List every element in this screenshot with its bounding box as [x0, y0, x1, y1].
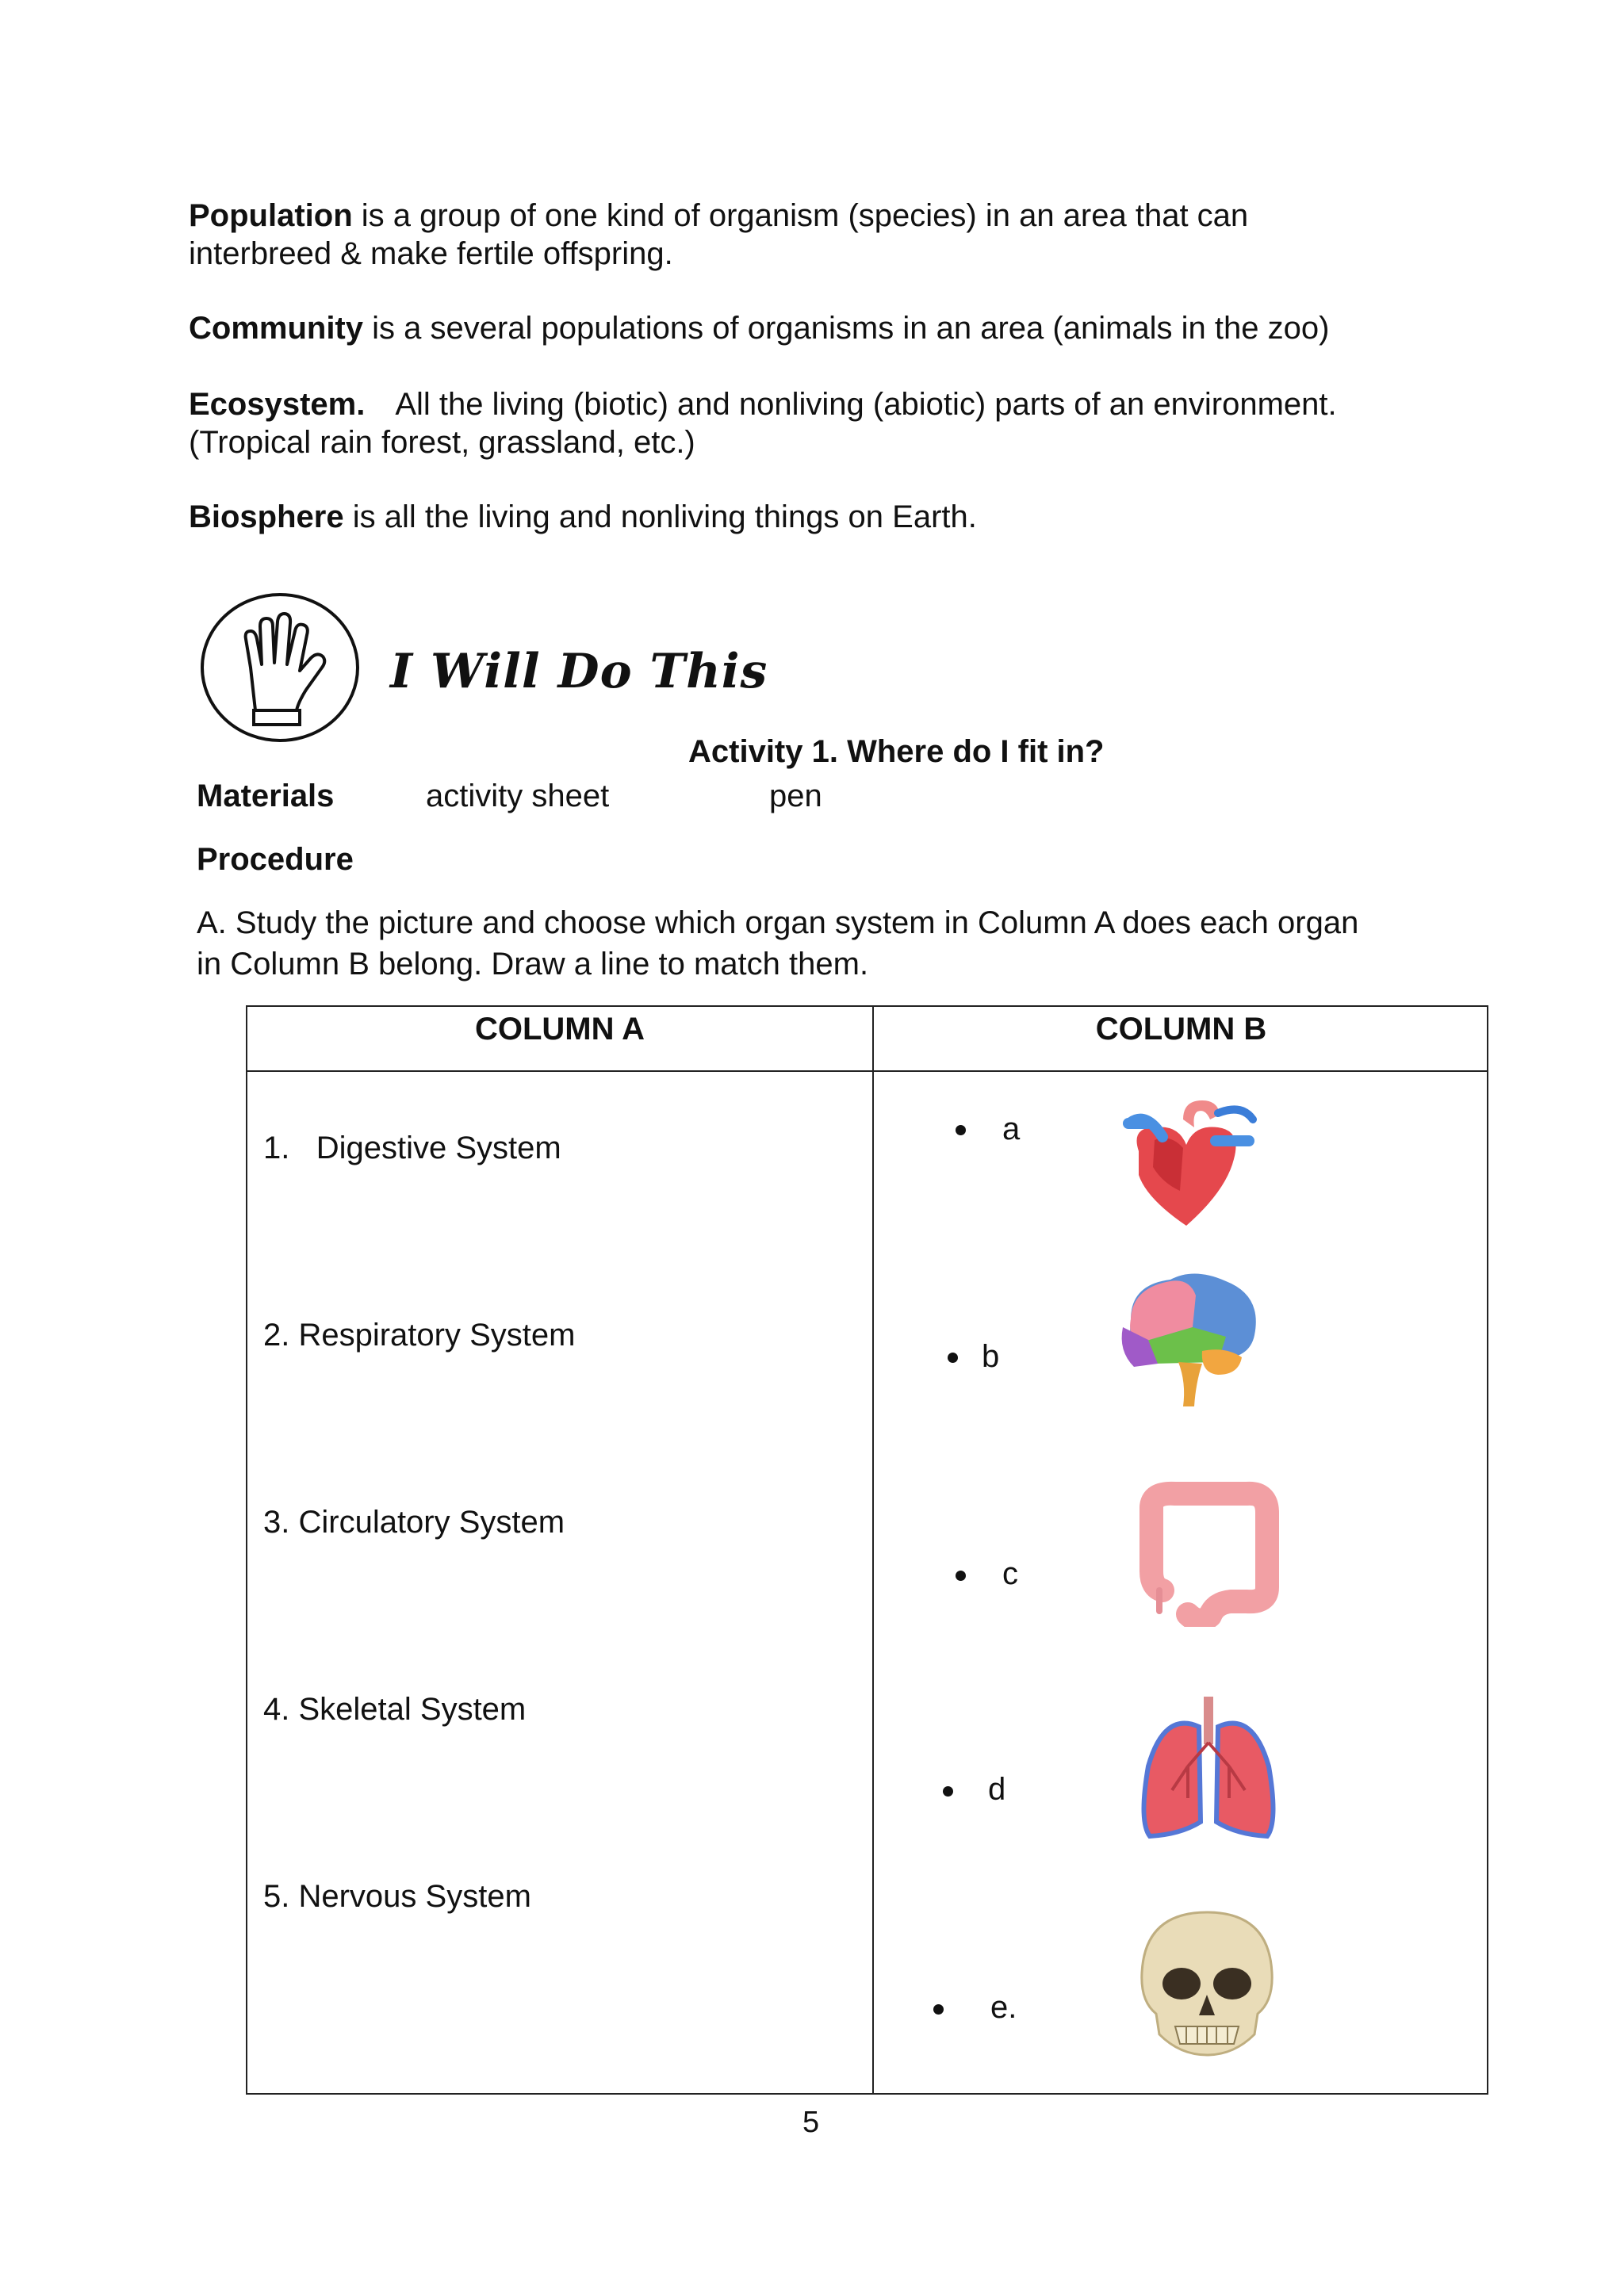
lungs-icon [1132, 1695, 1285, 1843]
column-b-header: COLUMN B [1095, 1012, 1267, 1047]
match-point-c[interactable] [956, 1571, 966, 1581]
column-b-letter-b: b [982, 1339, 1000, 1374]
large-intestine-icon [1128, 1476, 1286, 1627]
column-b-letter-c: c [1002, 1556, 1018, 1591]
activity-title: Activity 1. Where do I fit in? [688, 734, 1105, 769]
definition-ecosystem: Ecosystem. All the living (biotic) and nonliving (abiotic) parts of an environment. (Tropical rain forest, grassland, etc.) [189, 387, 1337, 460]
match-point-b[interactable] [948, 1353, 958, 1363]
page-number: 5 [802, 2106, 820, 2139]
matching-table [246, 1005, 1488, 2095]
column-a-header: COLUMN A [474, 1012, 645, 1047]
definition-biosphere: Biosphere is all the living and nonliving things on Earth. [189, 499, 977, 534]
column-a-item-2: 2. Respiratory System [263, 1318, 576, 1353]
material-activity-sheet: activity sheet [426, 779, 610, 813]
definition-population: Population is a group of one kind of organism (species) in an area that can interbreed & make fertile offspring. [189, 198, 1249, 271]
column-a-item-4: 4. Skeletal System [263, 1692, 527, 1727]
column-b-letter-d: d [988, 1772, 1006, 1807]
match-point-d[interactable] [943, 1786, 953, 1797]
column-b-letter-a: a [1002, 1112, 1021, 1146]
skull-icon [1139, 1908, 1275, 2058]
table-column-divider [872, 1007, 874, 2093]
column-b-letter-e: e. [990, 1990, 1017, 2025]
column-a-item-3: 3. Circulatory System [263, 1505, 565, 1540]
table-header-divider [247, 1070, 1487, 1072]
column-a-item-1: 1. Digestive System [263, 1131, 561, 1165]
raised-hand-icon [200, 591, 360, 744]
term-ecosystem: Ecosystem. [189, 387, 366, 422]
term-community: Community [189, 311, 363, 346]
match-point-a[interactable] [956, 1125, 966, 1135]
procedure-label: Procedure [197, 842, 354, 877]
material-pen: pen [769, 779, 822, 813]
term-biosphere: Biosphere [189, 499, 344, 534]
heart-icon [1107, 1096, 1266, 1232]
match-point-e[interactable] [933, 2004, 944, 2015]
definition-community: Community is a several populations of organisms in an area (animals in the zoo) [189, 311, 1330, 346]
procedure-instruction: A. Study the picture and choose which organ system in Column A does each organ in Column B belong. Draw a line to match them. [197, 905, 1359, 982]
section-title: I Will Do This [390, 644, 768, 699]
materials-label: Materials [197, 779, 335, 813]
brain-icon [1107, 1264, 1266, 1413]
term-population: Population [189, 198, 353, 233]
column-a-item-5: 5. Nervous System [263, 1879, 531, 1914]
